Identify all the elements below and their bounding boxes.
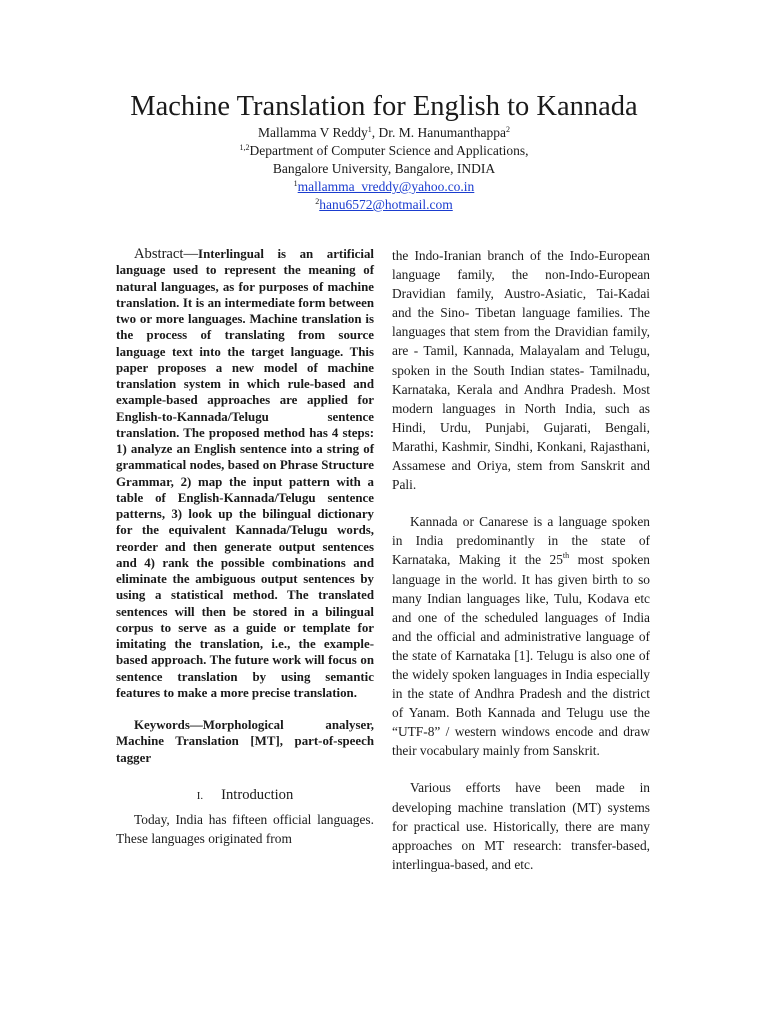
email-link-2[interactable]: hanu6572@hotmail.com [319, 197, 453, 212]
email-line-1 [0, 178, 768, 196]
author-1-name: Mallamma V Reddy [258, 125, 368, 140]
email-2-superscript: 2 [315, 197, 320, 206]
keywords-paragraph: Keywords—Morphological analyser, Machine Translation [MT], part-of-speech tagger [116, 718, 374, 765]
affiliation-superscript: 1,2 [239, 143, 250, 152]
intro-paragraph: Today, India has fifteen official languages. These languages originated from [116, 811, 374, 846]
right-paragraph-1: the Indo-Iranian branch of the Indo-European language family, the non-Indo-European Dravidian family, Austro-Asiatic, Tai-Kadai and the Sino- Tibetan language families. The languages that stem from the Dravidian family, are - Tamil, Kannada, Malayalam and Telugu, spoken in the South Indian states- Tamilnadu, Karnataka, Kerala and Andhra Pradesh. Most modern languages in North India, such as Hindi, Urdu, Punjabi, Gujarati, Bengali, Marathi, Kashmir, Sindhi, Konkani, Rajasthani, Assamese and Oriya, stem from Sanskrit and Pali. [392, 248, 650, 493]
abstract-lead: Abstract— [134, 246, 199, 262]
affiliation-line-1 [0, 142, 768, 160]
section-title: Introduction [221, 786, 294, 803]
abstract-paragraph [116, 246, 374, 701]
right-paragraph-2-rest: most spoken language in the world. It has given birth to so many Indian languages like, Tulu, Kodava etc and one of the scheduled languages of India and the official and administrative language of the state of Karnataka [1]. Telugu is also one of the widely spoken languages in India especially in the state of Andhra Pradesh and the district of Yanam. Both Kannada and Telugu use the “UTF-8” / western windows encode and draw their vocabulary mainly from Sanskrit. [392, 552, 650, 759]
affiliation-department: Department of Computer Science and Applications, [249, 143, 529, 158]
authors-line [0, 124, 768, 142]
affiliation-line-2: Bangalore University, Bangalore, INDIA [272, 161, 496, 176]
left-column [116, 246, 374, 848]
right-column [392, 246, 650, 874]
right-paragraph-3: Various efforts have been made in developing machine translation (MT) systems for practical use. Historically, there are many approaches on MT research: transfer-based, interlingua-based, and etc. [392, 780, 650, 872]
ordinal-superscript: th [562, 551, 570, 561]
email-line-2 [0, 196, 768, 214]
paper-title: Machine Translation for English to Kannada [130, 91, 638, 122]
author-2-name: , Dr. M. Hanumanthappa [371, 125, 506, 140]
abstract-body: Interlingual is an artificial language used to represent the meaning of natural languages, as for purposes of machine translation. It is an intermediate form between two or more languages. Machine translation is the process of translating from source language text into the target language. This paper proposes a new model of machine translation system in which rule-based and example-based approaches are applied for English-to-Kannada/Telugu sentence translation. The proposed method has 4 steps: 1) analyze an English sentence into a string of grammatical nodes, based on Phrase Structure Grammar, 2) map the input pattern with a table of English-Kannada/Telugu sentence patterns, 3) look up the bilingual dictionary for the equivalent Kannada/Telugu words, reorder and then generate output sentences and 4) rank the possible combinations and eliminate the ambiguous output sentences by using a statistical method. The translated sentences will then be stored in a bilingual corpus to serve as a guide or template for imitating the translation, i.e., the example-based approach. The future work will focus on sentence translation by using semantic features to make a more precise translation. [116, 247, 374, 700]
section-number: I. [196, 789, 204, 802]
author-2-superscript: 2 [505, 125, 510, 134]
author-1-superscript: 1 [367, 125, 372, 134]
email-1-superscript: 1 [293, 179, 298, 188]
section-heading-introduction [116, 786, 374, 806]
email-link-1[interactable]: mallamma_vreddy@yahoo.co.in [297, 179, 475, 194]
right-paragraph-2 [392, 512, 650, 760]
right-paragraph-2-start: Kannada or Canarese is a language spoken in India predominantly in the state of Karnataka, Making it the 25 [392, 514, 650, 568]
author-block [0, 124, 768, 214]
